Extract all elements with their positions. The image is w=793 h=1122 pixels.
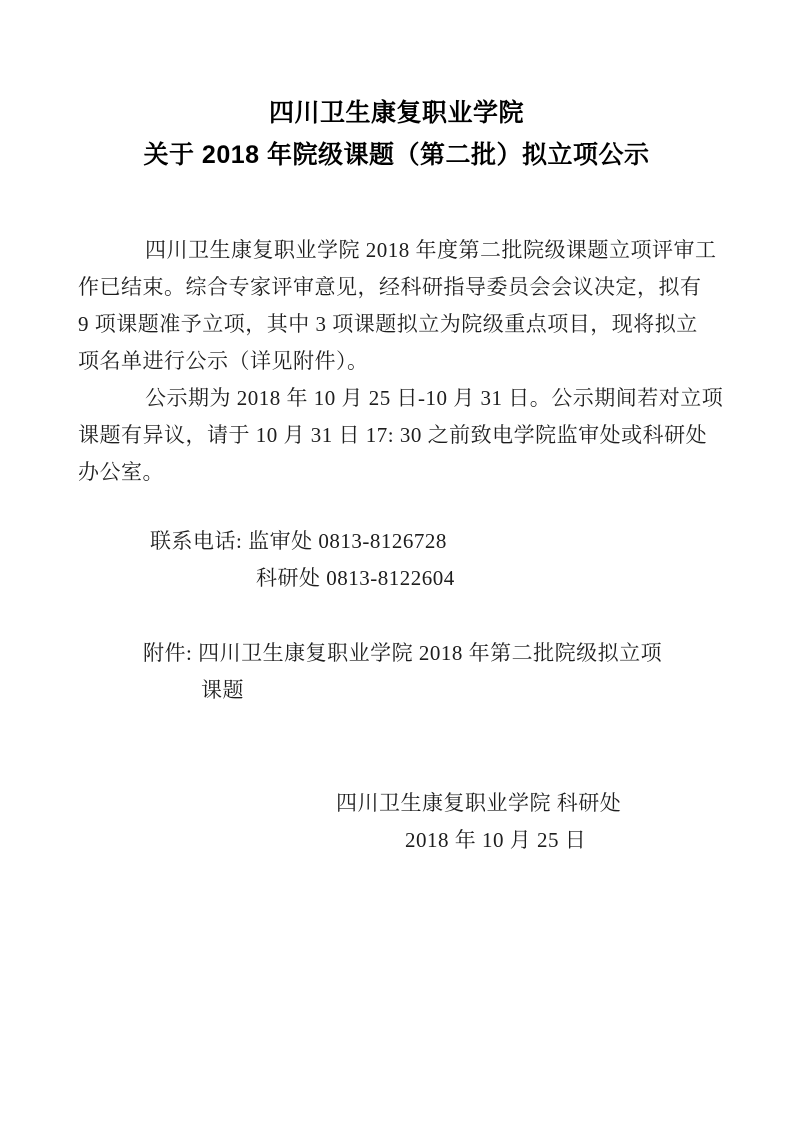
paragraph-review-result: [78, 232, 715, 380]
paragraph-2-line-3: 办公室。: [78, 460, 164, 484]
signature-organization: 四川卫生康复职业学院 科研处: [336, 791, 622, 815]
paragraph-1-line-4: 项名单进行公示（详见附件）。: [78, 349, 369, 373]
attachment-line-2: 课题: [201, 678, 244, 702]
paragraph-2-line-1: 公示期为 2018 年 10 月 25 日-10 月 31 日。公示期间若对立项: [145, 386, 724, 410]
attachment-line-1: 附件: 四川卫生康复职业学院 2018 年第二批院级拟立项: [143, 641, 663, 665]
contact-phone-block: [78, 523, 715, 597]
paragraph-publicity-period: [78, 380, 724, 491]
contact-phone-supervision-office: 联系电话: 监审处 0813-8126728: [150, 529, 447, 553]
signature-date: 2018 年 10 月 25 日: [405, 828, 587, 852]
contact-phone-research-office: 科研处 0813-8122604: [256, 566, 455, 590]
attachment-block: [78, 635, 715, 709]
paragraph-2-line-2: 课题有异议，请于 10 月 31 日 17: 30 之前致电学院监审处或科研处: [78, 423, 708, 447]
document-subtitle: 关于 2018 年院级课题（第二批）拟立项公示: [143, 141, 650, 169]
signature-block: [78, 785, 715, 859]
paragraph-1-line-3: 9 项课题准予立项，其中 3 项课题拟立为院级重点项目，现将拟立: [78, 312, 698, 336]
document-title: 四川卫生康复职业学院: [268, 99, 524, 127]
paragraph-1-line-2: 作已结束。综合专家评审意见，经科研指导委员会会议决定，拟有: [78, 275, 702, 299]
paragraph-1-line-1: 四川卫生康复职业学院 2018 年度第二批院级课题立项评审工: [145, 238, 717, 262]
